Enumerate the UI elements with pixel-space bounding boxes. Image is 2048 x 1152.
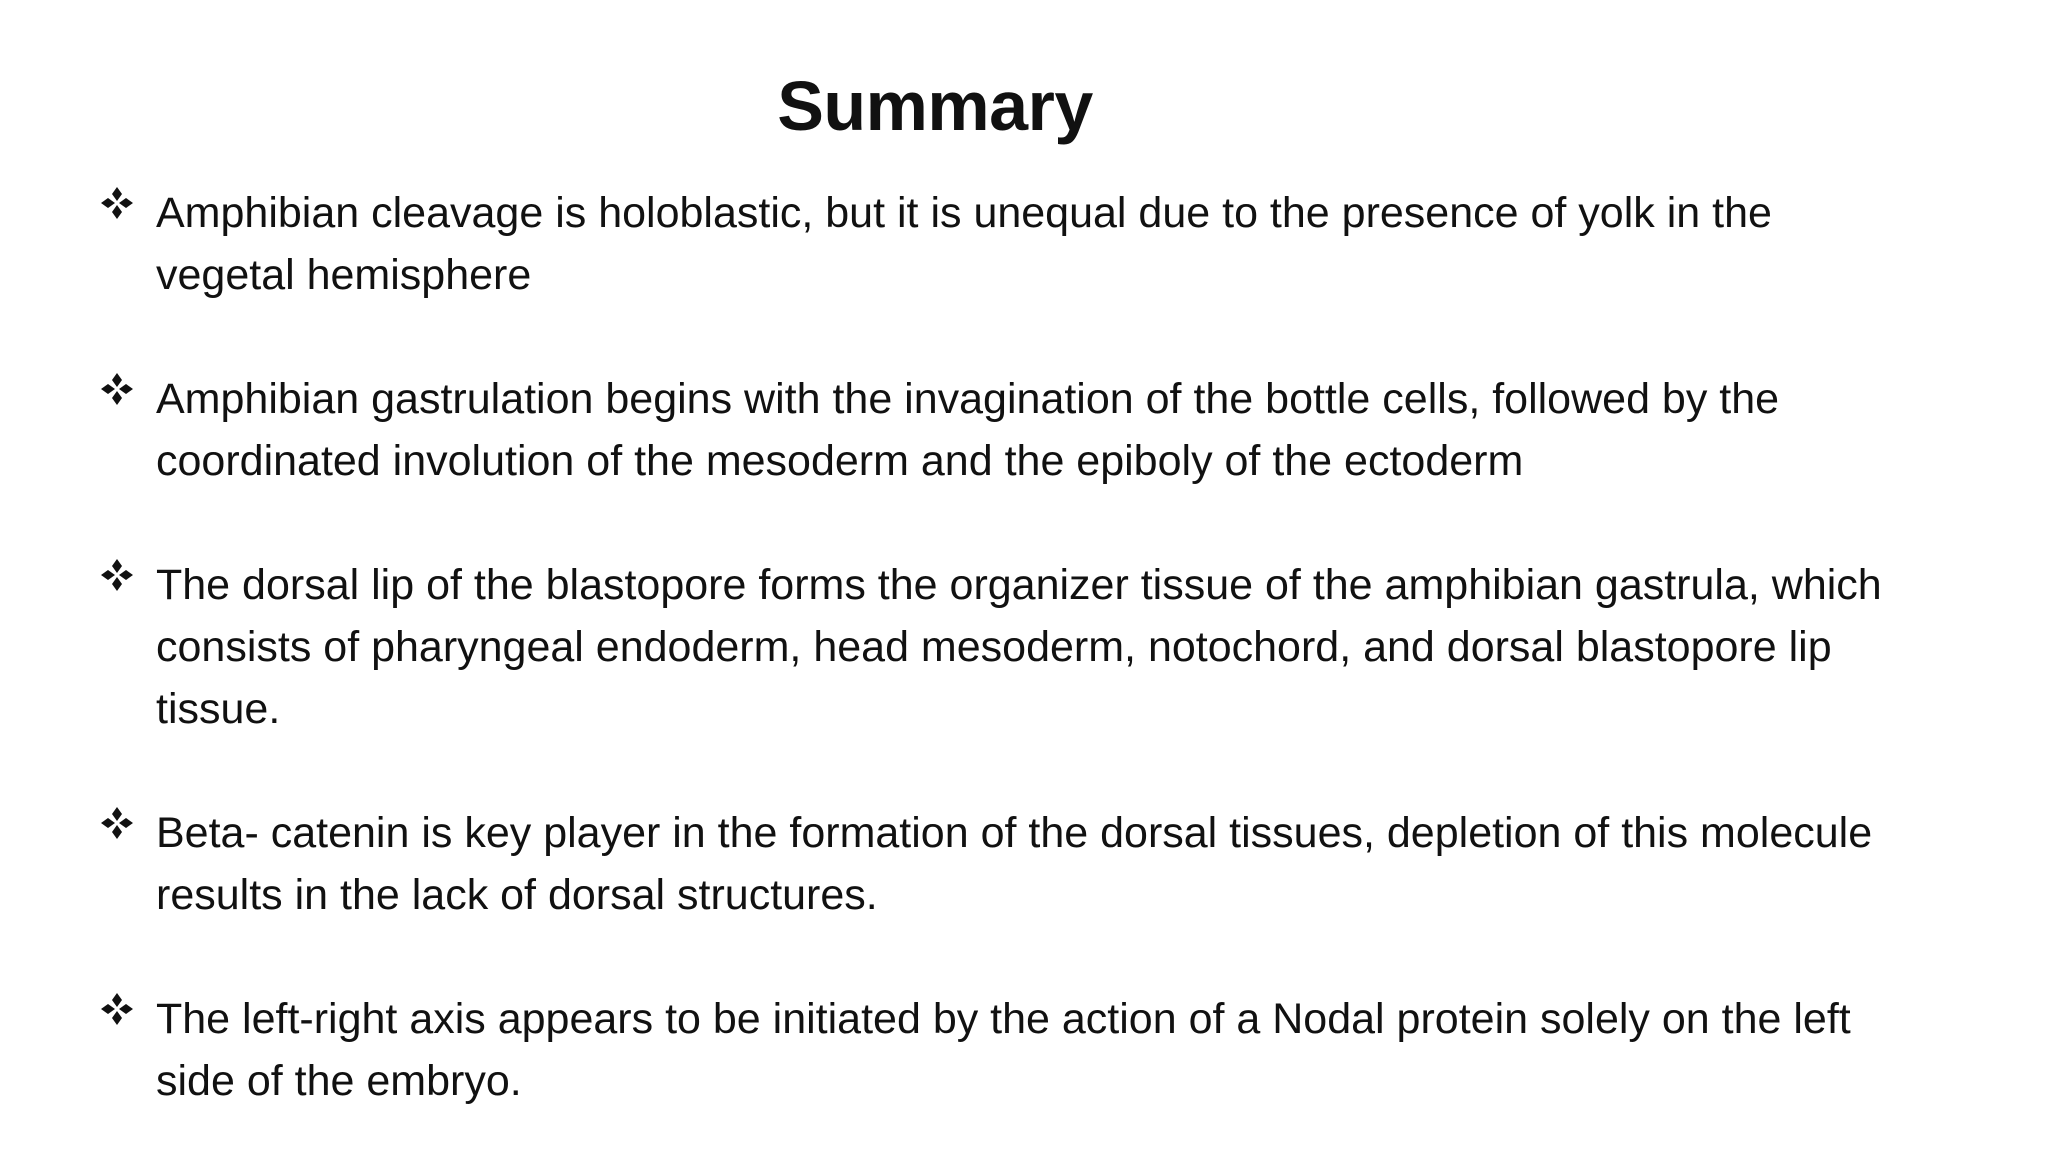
bullet-list [100, 182, 1900, 1112]
diamond-quad-icon [100, 992, 142, 1034]
slide-title: Summary [777, 67, 1093, 145]
bullet-item [100, 182, 1900, 306]
bullet-text: The left-right axis appears to be initiated by the action of a Nodal protein solely on the left side of the embryo. [156, 995, 1851, 1105]
bullet-item [100, 554, 1900, 740]
bullet-item [100, 368, 1900, 492]
bullet-text: Amphibian cleavage is holoblastic, but it is unequal due to the presence of yolk in the vegetal hemisphere [156, 189, 1772, 299]
bullet-item [100, 988, 1900, 1112]
diamond-quad-icon [100, 806, 142, 848]
diamond-quad-icon [100, 372, 142, 414]
bullet-text: The dorsal lip of the blastopore forms the organizer tissue of the amphibian gastrula, which consists of pharyngeal endoderm, head mesoderm, notochord, and dorsal blastopore lip tissue. [156, 561, 1882, 733]
bullet-item [100, 802, 1900, 926]
diamond-quad-icon [100, 186, 142, 228]
bullet-text: Amphibian gastrulation begins with the invagination of the bottle cells, followed by the coordinated involution of the mesoderm and the epiboly of the ectoderm [156, 375, 1780, 485]
diamond-quad-icon [100, 558, 142, 600]
bullet-text: Beta- catenin is key player in the formation of the dorsal tissues, depletion of this molecule results in the lack of dorsal structures. [156, 809, 1873, 919]
